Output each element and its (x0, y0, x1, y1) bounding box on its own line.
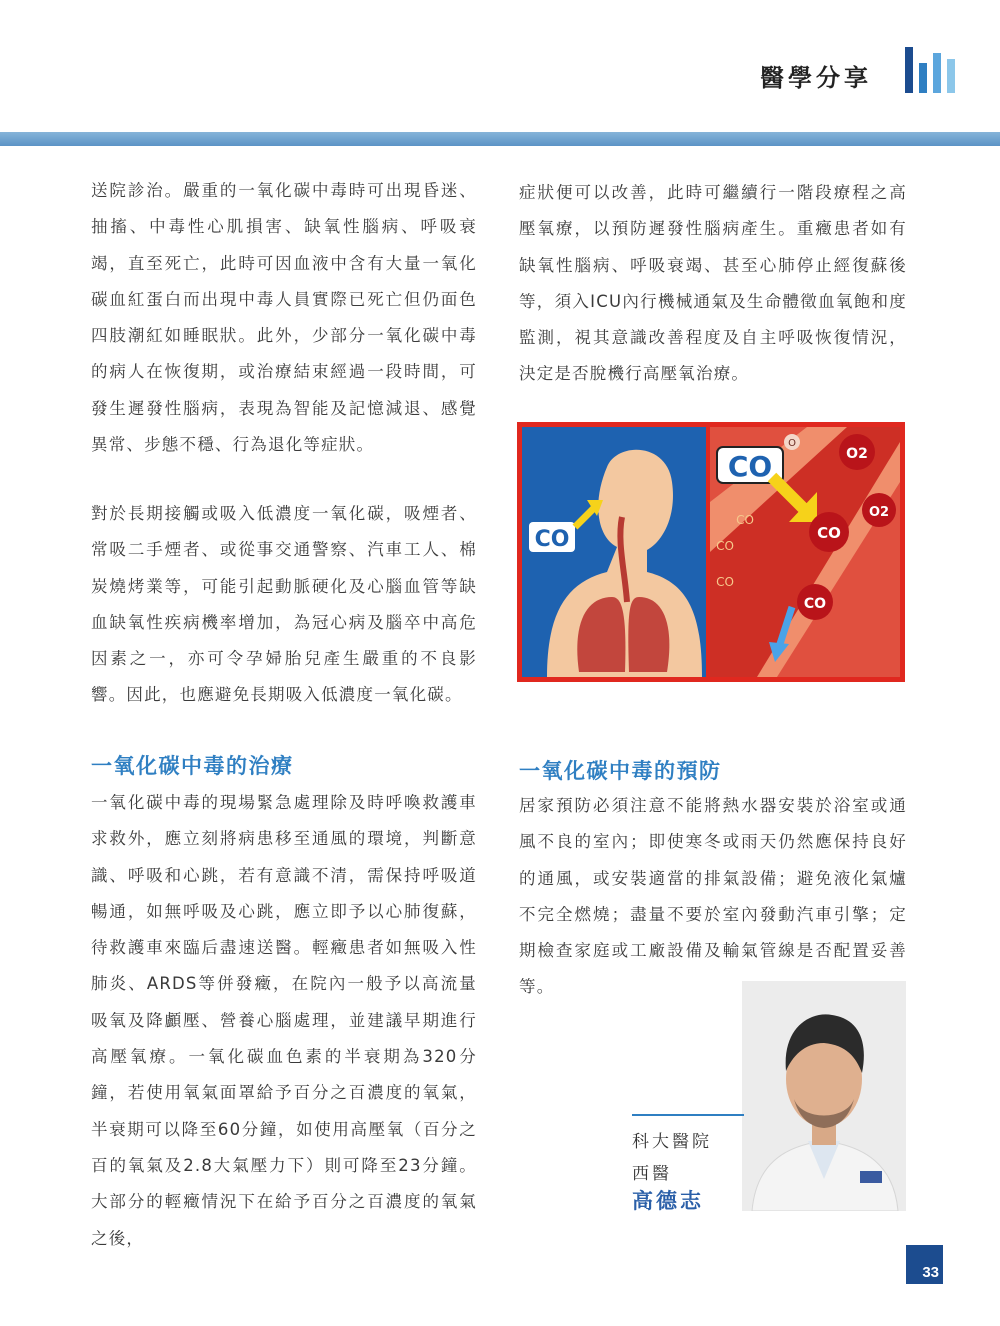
co-label-left: CO (534, 527, 570, 552)
svg-text:O2: O2 (846, 446, 868, 462)
svg-text:CO: CO (817, 524, 841, 542)
left-paragraph-2: 對於長期接觸或吸入低濃度一氧化碳，吸煙者、常吸二手煙者、或從事交通警察、汽車工人、棉炭燒烤業等，可能引起動脈硬化及心腦血管等缺血缺氧性疾病機率增加，為冠心病及腦卒中高危因素之一，亦可令孕婦胎兒產生嚴重的不良影響。因此，也應避免長期吸入低濃度一氧化碳。 (91, 504, 477, 705)
page-number: 33 (922, 1264, 939, 1281)
page-number-box (906, 1245, 943, 1284)
author-rule (632, 1114, 744, 1116)
prevention-heading: 一氧化碳中毒的預防 (519, 759, 722, 783)
author-photo (742, 981, 906, 1211)
author-department: 西醫 (632, 1164, 672, 1184)
header-band (0, 132, 1000, 146)
svg-text:CO: CO (716, 539, 734, 553)
svg-text:CO: CO (716, 575, 734, 589)
svg-text:O: O (788, 438, 796, 449)
co-poisoning-illustration (517, 422, 905, 682)
treatment-body: 一氧化碳中毒的現場緊急處理除及時呼喚救護車求救外，應立刻將病患移至通風的環境，判斷意識、呼吸和心跳，若有意識不清，需保持呼吸道暢通，如無呼吸及心跳，應立即予以心肺復蘇，待救護車來臨后盡速送醫。輕癥患者如無吸入性肺炎、ARDS等併發癥，在院內一般予以高流量吸氧及降顱壓、營養心腦處理，並建議早期進行高壓氧療。一氧化碳血色素的半衰期為320分鐘，若使用氧氣面罩給予百分之百濃度的氧氣，半衰期可以降至60分鐘，如使用高壓氧（百分之百的氧氣及2.8大氣壓力下）則可降至23分鐘。大部分的輕癥情況下在給予百分之百濃度的氧氣之後， (91, 793, 477, 1248)
left-paragraph-1: 送院診治。嚴重的一氧化碳中毒時可出現昏迷、抽搐、中毒性心肌損害、缺氧性腦病、呼吸衰竭，直至死亡，此時可因血液中含有大量一氧化碳血紅蛋白而出現中毒人員實際已死亡但仍面色四肢潮紅如睡眠狀。此外，少部分一氧化碳中毒的病人在恢復期，或治療結束經過一段時間，可發生遲發性腦病，表現為智能及記憶減退、感覺異常、步態不穩、行為退化等症狀。 (91, 181, 477, 455)
treatment-heading: 一氧化碳中毒的治療 (91, 754, 294, 778)
section-title: 醫學分享 (760, 64, 872, 92)
author-hospital: 科大醫院 (632, 1132, 712, 1152)
svg-text:CO: CO (803, 596, 827, 612)
right-paragraph-1: 症狀便可以改善，此時可繼續行一階段療程之高壓氧療，以預防遲發性腦病產生。重癥患者如有缺氧性腦病、呼吸衰竭、甚至心肺停止經復蘇後等，須入ICU內行機械通氣及生命體徵血氧飽和度監測，視其意識改善程度及自主呼吸恢復情況，決定是否脫機行高壓氧治療。 (519, 183, 907, 384)
prevention-body: 居家預防必須注意不能將熱水器安裝於浴室或通風不良的室內；即使寒冬或雨天仍然應保持良好的通風，或安裝適當的排氣設備；避免液化氣爐不完全燃燒；盡量不要於室內發動汽車引擎；定期檢查家庭或工廠設備及輸氣管線是否配置妥善等。 (519, 796, 907, 997)
co-label-vessel: CO (727, 450, 773, 483)
bar-logo-icon (905, 47, 955, 93)
svg-text:O2: O2 (868, 505, 890, 520)
author-name: 高德志 (632, 1189, 704, 1213)
svg-text:CO: CO (736, 513, 754, 527)
